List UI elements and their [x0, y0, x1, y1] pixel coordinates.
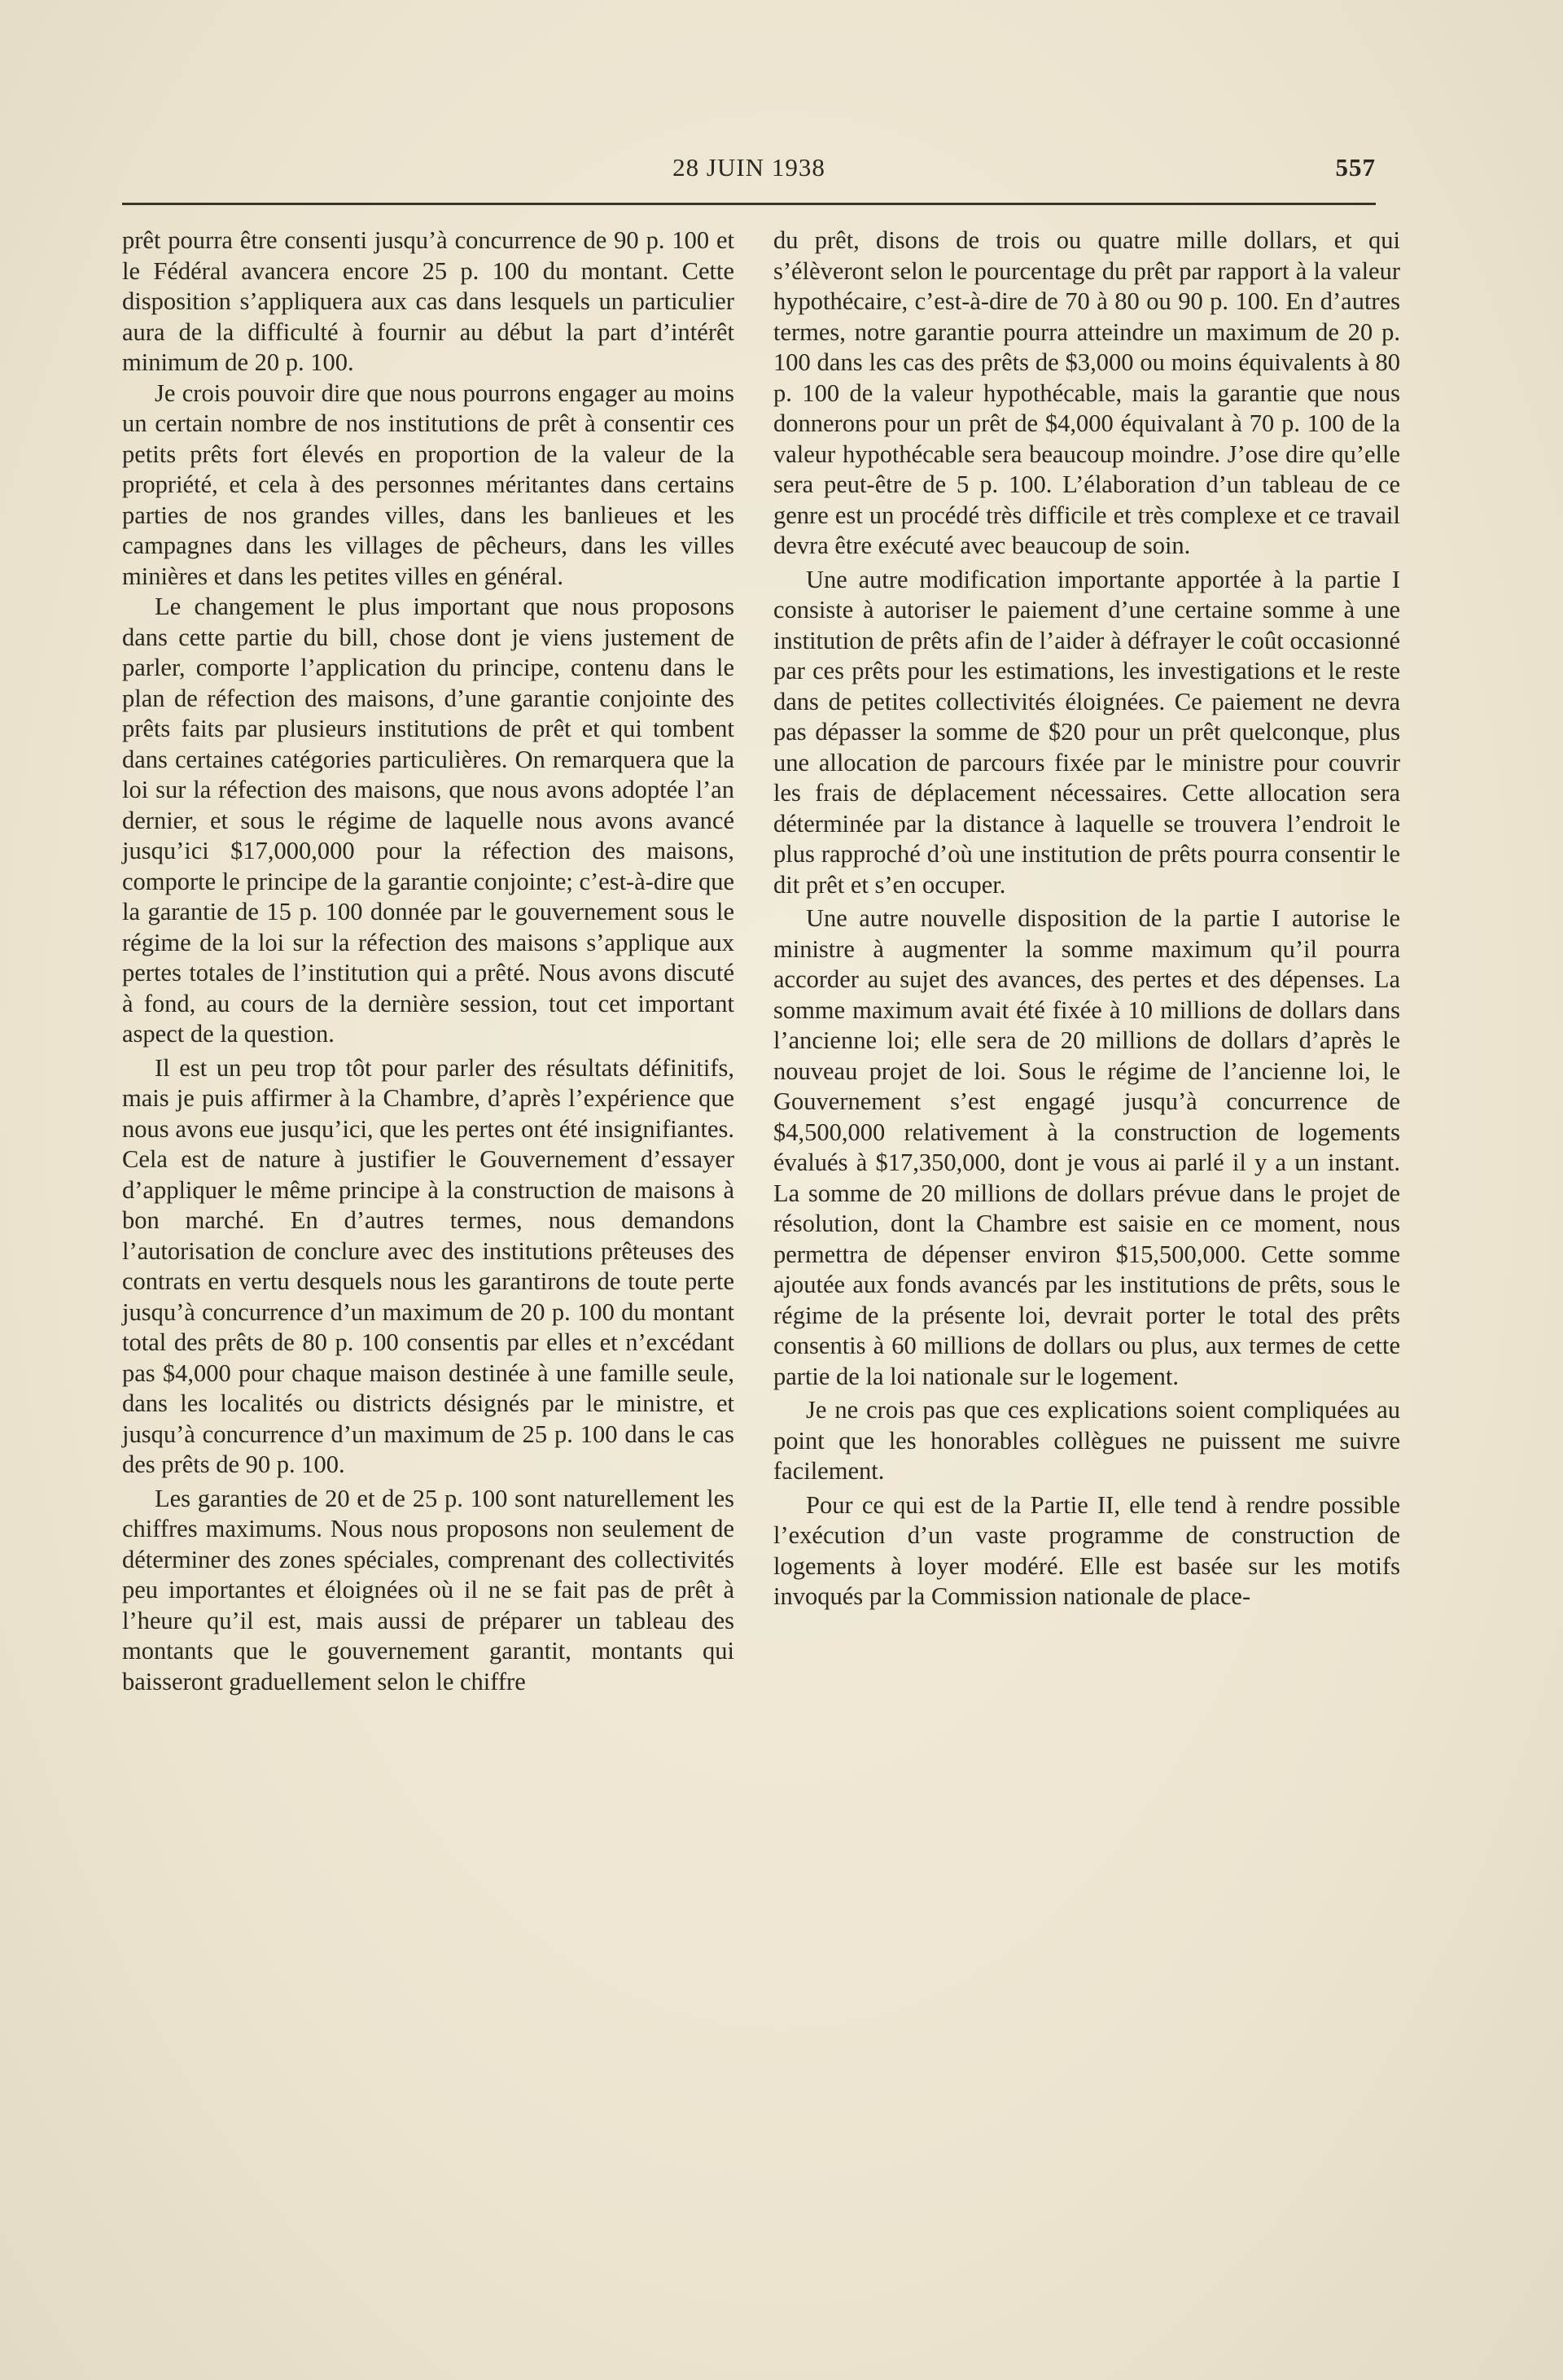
paragraph: Les garanties de 20 et de 25 p. 100 sont naturellement les chiffres maximums. Nous nous proposons non seulement de déterminer des zones spéciales, comprenant des collectivités peu importantes et éloignées où il ne se fait pas de prêt à l’heure qu’il est, mais aussi de préparer un tableau des montants que le gouvernement garantit, montants qui baisseront graduellement selon le chiffre: [122, 1484, 734, 1695]
paragraph: Je crois pouvoir dire que nous pourrons engager au moins un certain nombre de nos institutions de prêt à consentir ces petits prêts fort élevés en proportion de la valeur de la propriété, et cela à des personnes méritantes dans certains parties de nos grandes villes, dans les banlieues et les campagnes dans les villages de pêcheurs, dans les villes minières et dans les petites villes en général.: [122, 378, 734, 590]
paragraph: Pour ce qui est de la Partie II, elle tend à rendre possible l’exécution d’un vaste programme de construction de logements à loyer modéré. Elle est basée sur les motifs invoqués par la Commission nationale de place-: [773, 1490, 1400, 1610]
paragraph: Une autre modification importante apportée à la partie I consiste à autoriser le paiement d’une certaine somme à une institution de prêts afin de l’aider à défrayer le coût occasionné par ces prêts pour les estimations, les investigations et le reste dans de petites collectivités éloignées. Ce paiement ne devra pas dépasser la somme de $20 pour un prêt quelconque, plus une allocation de parcours fixée par le ministre pour couvrir les frais de déplacement nécessaires. Cette allocation sera déterminée par la distance à laquelle se trouvera l’endroit le plus rapproché d’où une institution de prêts pourra consentir le dit prêt et s’en occuper.: [773, 565, 1400, 899]
left-column: [122, 225, 734, 1697]
paragraph: Une autre nouvelle disposition de la partie I autorise le ministre à augmenter la somme maximum qu’il pourra accorder au sujet des avances, des pertes et des dépenses. La somme maximum avait été fixée à 10 millions de dollars dans l’ancienne loi; elle sera de 20 millions de dollars d’après le nouveau projet de loi. Sous le régime de l’ancienne loi, le Gouvernement s’est engagé jusqu’à concurrence de $4,500,000 relativement à la construction de logements évalués à $17,350,000, dont je vous ai parlé il y a un instant. La somme de 20 millions de dollars prévue dans le projet de résolution, dont la Chambre est saisie en ce moment, nous permettra de dépenser environ $15,500,000. Cette somme ajoutée aux fonds avancés par les institutions de prêts, sous le régime de la présente loi, devrait porter le total des prêts consentis à 60 millions de dollars ou plus, aux termes de cette partie de la loi nationale sur le logement.: [773, 904, 1400, 1390]
header-date: 28 JUIN 1938: [672, 153, 825, 182]
page-header: [122, 153, 1376, 186]
right-column: [773, 225, 1400, 1612]
page-number: 557: [1335, 153, 1376, 182]
header-rule: [122, 203, 1376, 205]
paragraph: Il est un peu trop tôt pour parler des résultats définitifs, mais je puis affirmer à la Chambre, d’après l’expérience que nous avons eue jusqu’ici, que les pertes ont été insignifiantes. Cela est de nature à justifier le Gouvernement d’essayer d’appliquer le même principe à la construction de maisons à bon marché. En d’autres termes, nous demandons l’autorisation de conclure avec des institutions prêteuses des contrats en vertu desquels nous les garantirons de toute perte jusqu’à concurrence d’un maximum de 20 p. 100 du montant total des prêts de 80 p. 100 consentis par elles et n’excédant pas $4,000 pour chaque maison destinée à une famille seule, dans les localités ou districts désignés par le ministre, et jusqu’à concurrence d’un maximum de 25 p. 100 dans le cas des prêts de 90 p. 100.: [122, 1053, 734, 1478]
paragraph: du prêt, disons de trois ou quatre mille dollars, et qui s’élèveront selon le pourcentage du prêt par rapport à la valeur hypothécaire, c’est-à-dire de 70 à 80 ou 90 p. 100. En d’autres termes, notre garantie pourra atteindre un maximum de 20 p. 100 dans les cas des prêts de $3,000 ou moins équivalents à 80 p. 100 de la valeur hypothécable, mais la garantie que nous donnerons pour un prêt de $4,000 équivalant à 70 p. 100 de la valeur hypothécable sera beaucoup moindre. J’ose dire qu’elle sera peut-être de 5 p. 100. L’élaboration d’un tableau de ce genre est un procédé très difficile et très complexe et ce travail devra être exécuté avec beaucoup de soin.: [773, 226, 1400, 559]
paragraph: Le changement le plus important que nous proposons dans cette partie du bill, chose dont je viens justement de parler, comporte l’application du principe, contenu dans le plan de réfection des maisons, d’une garantie conjointe des prêts faits par plusieurs institutions de prêt et qui tombent dans certaines catégories particulières. On remarquera que la loi sur la réfection des maisons, que nous avons adoptée l’an dernier, et sous le régime de laquelle nous avons avancé jusqu’ici $17,000,000 pour la réfection des maisons, comporte le principe de la garantie conjointe; c’est-à-dire que la garantie de 15 p. 100 donnée par le gouvernement sous le régime de la loi sur la réfection des maisons s’applique aux pertes totales de l’institution qui a prêté. Nous avons discuté à fond, au cours de la dernière session, tout cet important aspect de la question.: [122, 593, 734, 1048]
paragraph: Je ne crois pas que ces explications soient compliquées au point que les honorables collègues ne puissent me suivre facilement.: [773, 1396, 1400, 1485]
paragraph: prêt pourra être consenti jusqu’à concurrence de 90 p. 100 et le Fédéral avancera encore 25 p. 100 du montant. Cette disposition s’appliquera aux cas dans lesquels un particulier aura de la difficulté à fournir au début la part d’intérêt minimum de 20 p. 100.: [122, 226, 734, 376]
